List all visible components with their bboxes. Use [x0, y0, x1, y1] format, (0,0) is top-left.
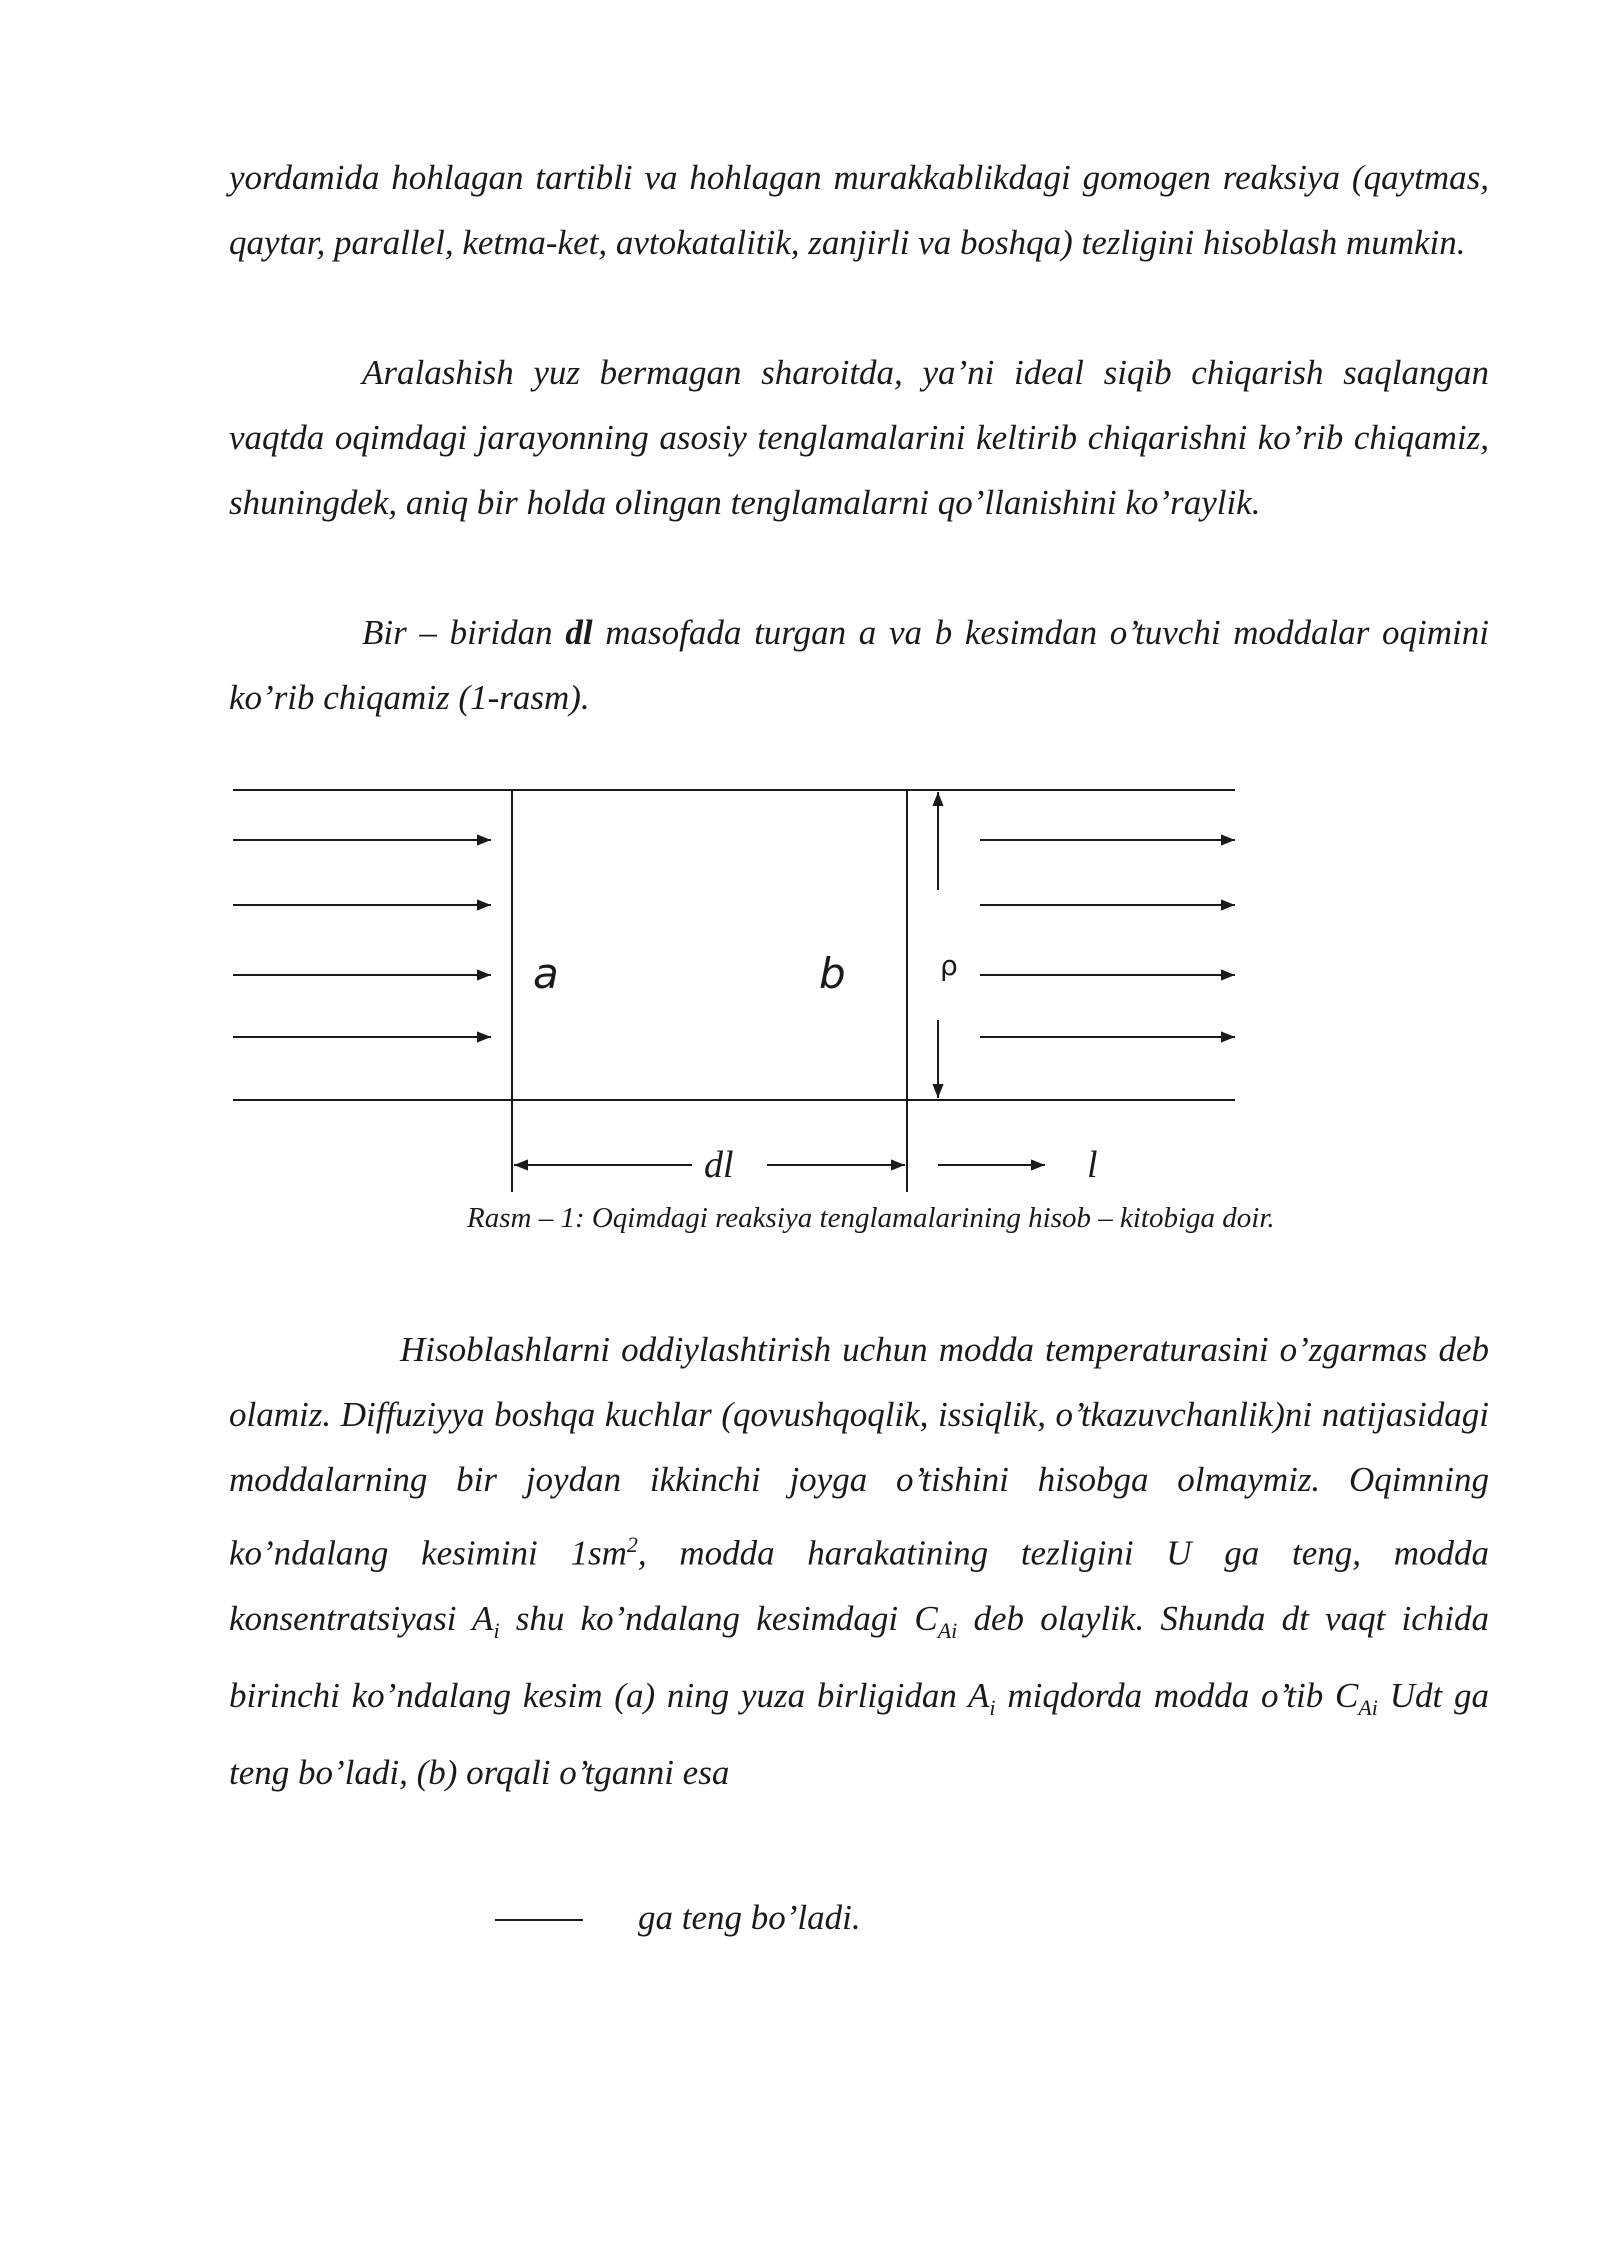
paragraph-3-start: Bir – biridan [362, 613, 566, 652]
formula-fraction-dash [495, 1919, 583, 1921]
paragraph-4 [229, 1317, 1489, 1805]
paragraph-2 [229, 340, 1489, 535]
paragraph-2-text: Aralashish yuz bermagan sharoitda, ya’ni ideal siqib chiqarish saqlangan vaqtda oqimdagi jarayonning asosiy tenglamalarini keltirib chiqarishni ko’rib chiqamiz, shuningdek, aniq bir holda olingan tenglamalarni qo’llanishini ko’raylik. [229, 353, 1489, 522]
paragraph-3 [229, 600, 1489, 730]
label-rho: ρ [940, 949, 958, 982]
p4-segment-3: shu ko’ndalang kesimdagi C [499, 1598, 938, 1638]
label-a: a [533, 949, 559, 998]
paragraph-3-end: masofada turgan a va b kesimdan o’tuvchi moddalar oqimini ko’rib chiqamiz (1-rasm). [229, 613, 1489, 717]
label-dl: dl [704, 1144, 734, 1186]
p4-superscript-2: 2 [626, 1532, 638, 1557]
paragraph-1 [229, 145, 1489, 275]
p4-segment-4: deb olaylik. Shunda dt vaqt ichida birinchi ko’ndalang kesim (a) ning yuza birligidan A [229, 1598, 1489, 1715]
figure-caption: Rasm – 1: Oqimdagi reaksiya tenglamalarining hisob – kitobiga doir. [467, 1202, 1275, 1234]
paragraph-1-text: yordamida hohlagan tartibli va hohlagan murakkablikdagi gomogen reaksiya (qaytmas, qaytar, parallel, ketma-ket, avtokatalitik, zanjirli va boshqa) tezligini hisoblash mumkin. [229, 158, 1489, 262]
dl-bold-term: dl [565, 613, 593, 652]
p4-segment-5: miqdorda modda o’tib C [995, 1675, 1359, 1715]
formula-text: ga teng bo’ladi. [638, 1898, 861, 1937]
p4-subscript-i-2: i [989, 1694, 996, 1720]
p4-segment-6: Udt ga teng bo’ladi, (b) orqali o’tganni esa [229, 1675, 1489, 1792]
label-b: b [819, 949, 846, 998]
label-l: l [1087, 1144, 1098, 1186]
p4-subscript-ai-2: Ai [1358, 1694, 1378, 1720]
p4-segment-1: Hisoblashlarni oddiylashtirish uchun modda temperaturasini o’zgarmas deb olamiz. Diffuziyya boshqa kuchlar (qovushqoqlik, issiqlik, o’tkazuvchanlik)ni natijasidagi moddalarning bir joydan ikkinchi joyga o’tishini hisobga olmaymiz. Oqimning ko’ndalang kesimini 1sm [229, 1330, 1489, 1573]
p4-segment-2: , modda harakatining tezligini U ga teng, modda konsentratsiyasi A [229, 1533, 1489, 1638]
p4-subscript-i: i [493, 1617, 500, 1643]
p4-subscript-ai: Ai [937, 1617, 958, 1643]
flow-diagram [225, 775, 1245, 1205]
paragraph-3-text [229, 600, 1489, 730]
formula-line [495, 1888, 1095, 1948]
paragraph-4-text [229, 1317, 1489, 1805]
flow-diagram-figure [225, 775, 1245, 1205]
